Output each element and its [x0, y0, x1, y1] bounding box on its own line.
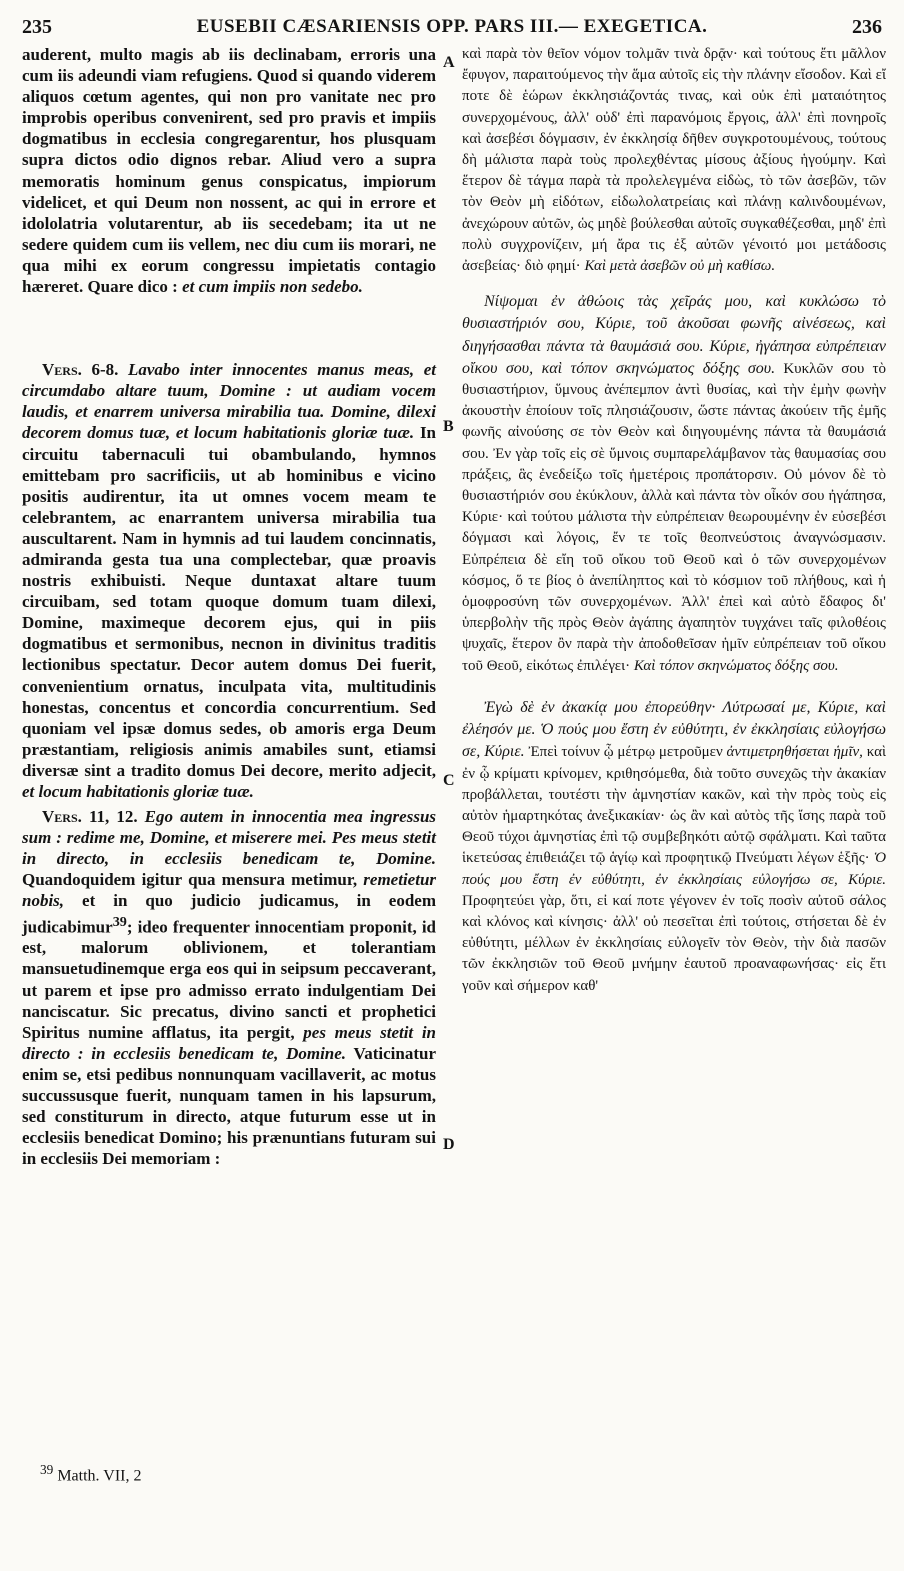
greek-paragraph: [462, 697, 886, 997]
greek-text: καὶ ἐν ᾧ κρίματι κρίνομεν, κριθησόμεθα, διὰ τοῦτο συνεχῶς τὴν ἀκακίαν προβάλλεται, τουτέστι τὴν ἀμνηστίαν κακῶν, καὶ τὴν πρὸς τοὺς εἰς αὐτὸν ἡμαρτηκότας ἀνεξικακίαν· ὡς ἂν καὶ αὐτὸς τῆς ἴσης παρὰ τοῦ Θεοῦ τύχοι ἀμνηστίας ἐπὶ τῷ συμβεβηκότι αὐτῷ σφάλματι. Καὶ ταῦτα ἱκετεύσας ἐπιθειάζει τῷ ἁγίῳ καὶ προφητικῷ Πνεύματι λέγων ἑξῆς·: [462, 744, 887, 867]
latin-verse: Ego autem in innocentia mea ingressus sum : redime me, Domine, et miserere mei. Pes meus stetit in directo, in ecclesiis benedicam te, Domine.: [22, 807, 437, 869]
verse-number: 6-8.: [91, 360, 119, 380]
latin-text: Quandoquidem igitur qua mensura metimur,: [22, 870, 358, 890]
margin-letter-a: A: [443, 54, 455, 71]
latin-emphasis: remetietur nobis,: [22, 870, 437, 911]
latin-text: et in quo judicio judicamus, in eodem judicabimur: [22, 891, 436, 937]
latin-paragraph: [22, 806, 436, 1169]
latin-text: Vaticinatur enim se, etsi pedibus nonnunquam vacillaverit, ac motus succussusque fuerit, nunquam tamen in his lapsurum, sed constiturum in directo, atque futurum esse ut in ecclesiis benedicat Domino; his prænuntians futuram sui in ecclesiis Dei memoriam :: [22, 1043, 436, 1169]
footnote-number: 39: [40, 1462, 54, 1477]
greek-text: Κυκλῶν σου τὸ θυσιαστήριον, ὕμνους ἀνέπεμπον ἀντὶ θυσίας, καὶ τὴν ἐμὴν φωνὴν ἀκουστὴν ἐποίουν τοῖς πλησιάζουσιν, ὥστε πάντας ἀκούειν τῆς ἐμῆς φωνῆς αἰνούσης σε τὸν Θεὸν καὶ διηγουμένης πάντα τὰ θαυμάσιά σου. Ἐν γὰρ τοῖς εἰς σὲ ὕμνοις συμπαρελάμβανον τὰς θαυμασίας σου πράξεις, ἃς ἐνεδείξω τοῖς ἡμετέροις προπάτορσιν. Οὐ μόνον δὲ τὸ θυσιαστήριόν σου ἐκύκλουν, ἀλλὰ καὶ πάντα τὸν οἶκόν σου ἠγάπησα, Κύριε· καὶ τούτου μάλιστα τὴν εὐπρέπειαν θεωρουμένην ἐν εὐσεβέσι δόγμασι καὶ λόγοις, ἔν τε τοῖς θεοπνεύστοις ἀναγνώσμασιν. Εὐπρέπεια δὲ εἴη τοῦ οἴκου τοῦ Θεοῦ καὶ ὁ τῶν συνερχομένων κόσμος, ὅ τε βίος ὁ ἀνεπίληπτος καὶ τὸ κόσμιον τοῦ πλήθους, καὶ ἡ ὁμοφροσύνη τῶν συνερχομένων. Ἀλλ' ἐπεὶ καὶ αὐτὸ ἔδαφος δι' ὑπερβολὴν τῆς πρὸς Θεὸν ἀγάπης ἀγαπητὸν τυγχάνει ταῖς φιλοθέοις ψυχαῖς, ἕτερον ὂν παρὰ τὴν ἀποδοθεῖσαν ἡμῖν εὐπρέπειαν τοῦ οἴκου τοῦ Θεοῦ, εἰκότως ἐπιλέγει·: [462, 360, 887, 674]
latin-verse: Lavabo inter innocentes manus meas, et circumdabo altare tuum, Domine : ut audiam vocem laudis, et enarrem universa mirabilia tua. Domine, dilexi decorem domus tuæ, et locum habitationis gloriæ tuæ.: [22, 360, 437, 443]
latin-column: [22, 44, 436, 1169]
greek-emphasis: ἀντιμετρηθήσεται ἡμῖν,: [726, 744, 863, 761]
footnote-text: Matth. VII, 2: [57, 1467, 142, 1485]
verse-label: Vers.: [42, 360, 82, 380]
latin-paragraph: [22, 359, 436, 802]
running-header: [22, 14, 882, 40]
latin-text: In circuitu tabernaculi tui obambulando, hymnos emittebam pro sacrificiis, ut ab hominibus e vicino positis audirentur, ita ut omnes vocem meam te celebrantem, ac enarrantem universa mirabilia tua auscultarent. Nam in hymnis ad tui laudem concinnatis, admiranda gesta tua una complectebar, quæ proavis nostris exhibuisti. Neque duntaxat altare tuum circuibam, sed totam quoque domum tuam dilexi, Domine, maximeque decorem ejus, qui in piis dogmatibus et sermonibus, necnon in divinitus traditis lectionibus spectatur. Decor autem domus Dei fuerit, convenientium ornatus, inculpata vita, multitudinis honestas, concentus et concordia concurrentium. Sed quoniam vel ipsæ domus sedes, ob amoris erga Deum præstantiam, religiosis animis amabiles sunt, etiamsi diversæ sint a tradito domus Dei decore, merito adjecit,: [22, 423, 437, 780]
greek-paragraph: [462, 44, 886, 277]
latin-text: ; ideo frequenter innocentiam proponit, id est, malorum oblivionem, et tolerantiam mansuetudinemque erga eos qui in seipsum peccaverant, ut parem et ipse pro admisso errato indulgentiam Dei nanciscatur. Sic precatus, divino sancti et prophetici Spiritus numine afflatus, ita pergit,: [22, 917, 436, 1042]
page-number-right: 236: [852, 15, 882, 38]
latin-text: auderent, multo magis ab iis declinabam, erroris una cum iis adeundi viam refugiens. Quod si quando viderem aliquos cœtum agentes, qui non pro vanitate nec pro improbis operibus convenirent, sed pro pravis et impiis dogmatibus in ecclesia congregarentur, hos plusquam supra dictos odio dignos rebar. Aliud vero a supra memoratis hominum genus conspicatus, impiorum videlicet, et qui Deum non nossent, ac qui in errore et idololatria volutarentur, ab iis secedebam; ita ut ne sedere quidem cum iis vellem, nec diu cum iis morari, ne qua mihi ex eorum congressu impietatis contagio hæreret. Quare dico :: [22, 45, 436, 297]
greek-emphasis: Ὁ πούς μου ἔστη ἐν εὐθύτητι, ἐν ἐκκλησίαις εὐλογήσω σε, Κύριε.: [462, 850, 886, 888]
greek-quote: Καὶ τόπον σκηνώματος δόξης σου.: [633, 657, 839, 674]
verse-label: Vers.: [42, 807, 82, 827]
greek-verse: Ἐγὼ δὲ ἐν ἀκακίᾳ μου ἐπορεύθην· Λύτρωσαί με, Κύριε, καὶ ἐλέησόν με. Ὁ πούς μου ἔστη ἐν εὐθύτητι, ἐν ἐκκλησίαις εὐλογήσω σε, Κύριε.: [462, 698, 886, 761]
greek-text: Ἐπεὶ τοίνυν ᾧ μέτρῳ μετροῦμεν: [528, 744, 723, 761]
latin-paragraph: [22, 44, 436, 297]
footnote-reference[interactable]: 39: [112, 913, 127, 930]
greek-text: καὶ παρὰ τὸν θεῖον νόμον τολμᾶν τινὰ δρᾷν· καὶ τούτους ἔτι μᾶλλον ἔφυγον, παραιτούμενος τὴν ἅμα αὐτοῖς εἰς τὴν πλάνην εἴσοδον. Καὶ εἴ ποτε δὲ ἑώρων ἐκκλησιάζοντάς τινας, καὶ οὐκ ἐπὶ ματαιότητος συνερχομένους, ἀλλ' οὐδ' ἐπὶ παρανόμοις ἔργοις, ἀλλ' ἐπὶ πονηροῖς καὶ ἀσεβέσι δόγμασιν, ἐν ἐκκλησίᾳ δῆθεν συγκροτουμένους, τούτους δὴ μάλιστα παρὰ τοὺς προλεχθέντας μίσους ἀξίους ἡγούμην. Καὶ ἕτερον δὲ τάγμα παρὰ τὰ προλελεγμένα εἰδὼς, τὸ τῶν ἀσεβῶν, τῶν τὸν Θεὸν μὴ εἰδότων, εἰδωλολατρείαις καὶ πλάνῃ καλινδουμένων, ἀνεχώρουν αὐτῶν, ὡς μηδὲ βούλεσθαι αὐτοῖς συγκαθέζεσθαι, μηδ' ἐπὶ πολὺ συγχρονίζειν, μή ἄρα τις ἐξ αὐτῶν γένοιτό μοι μετάδοσις ἀσεβείας· διὸ φημί·: [462, 46, 886, 275]
greek-quote: Καὶ μετὰ ἀσεβῶν οὐ μὴ καθίσω.: [584, 258, 776, 275]
margin-letter-c: C: [443, 772, 455, 789]
greek-text: Προφητεύει γὰρ, ὅτι, εἰ καί ποτε γέγονεν ἐν τοῖς ποσὶν αὐτοῦ σάλος καὶ κλόνος καὶ κίνησις· ἀλλ' οὐ πεσεῖται ἐπὶ τούτοις, στήσεται δὲ ἐν εὐθύτητι, μέλλων ἐν ἐκκλησίαις εὐλογεῖν τὸν Θεὸν, τὴν διὰ πασῶν τῶν ἐκκλησιῶν τοῦ Θεοῦ μνήμην ἑαυτοῦ προαναφωνήσας· εἰς ἔτι γοῦν καὶ σήμερον καθ': [462, 892, 886, 994]
latin-quote: et cum impiis non sedebo.: [182, 277, 363, 297]
greek-column: [462, 44, 886, 997]
latin-quote: et locum habitationis gloriæ tuæ.: [22, 782, 254, 801]
greek-verse: Νίψομαι ἐν ἀθώοις τὰς χεῖράς μου, καὶ κυκλώσω τὸ θυσιαστήριόν σου, Κύριε, τοῦ ἀκοῦσαι φωνῆς αἰνέσεως, καὶ διηγήσασθαι πάντα τὰ θαυμάσιά σου. Κύριε, ἠγάπησα εὐπρέπειαν οἴκου σου, καὶ τόπον σκηνώματος δόξης σου.: [462, 293, 886, 377]
margin-letter-d: D: [443, 1136, 455, 1153]
running-title: EUSEBII CÆSARIENSIS OPP. PARS III.— EXEGETICA.: [196, 16, 708, 37]
margin-letter-b: B: [443, 418, 454, 435]
latin-emphasis: pes meus stetit in directo : in ecclesiis benedicam te, Domine.: [22, 1022, 436, 1063]
greek-paragraph: [462, 291, 886, 677]
page-number-left: 235: [22, 15, 52, 38]
footnote: [40, 1462, 141, 1485]
verse-number: 11, 12.: [88, 807, 138, 827]
